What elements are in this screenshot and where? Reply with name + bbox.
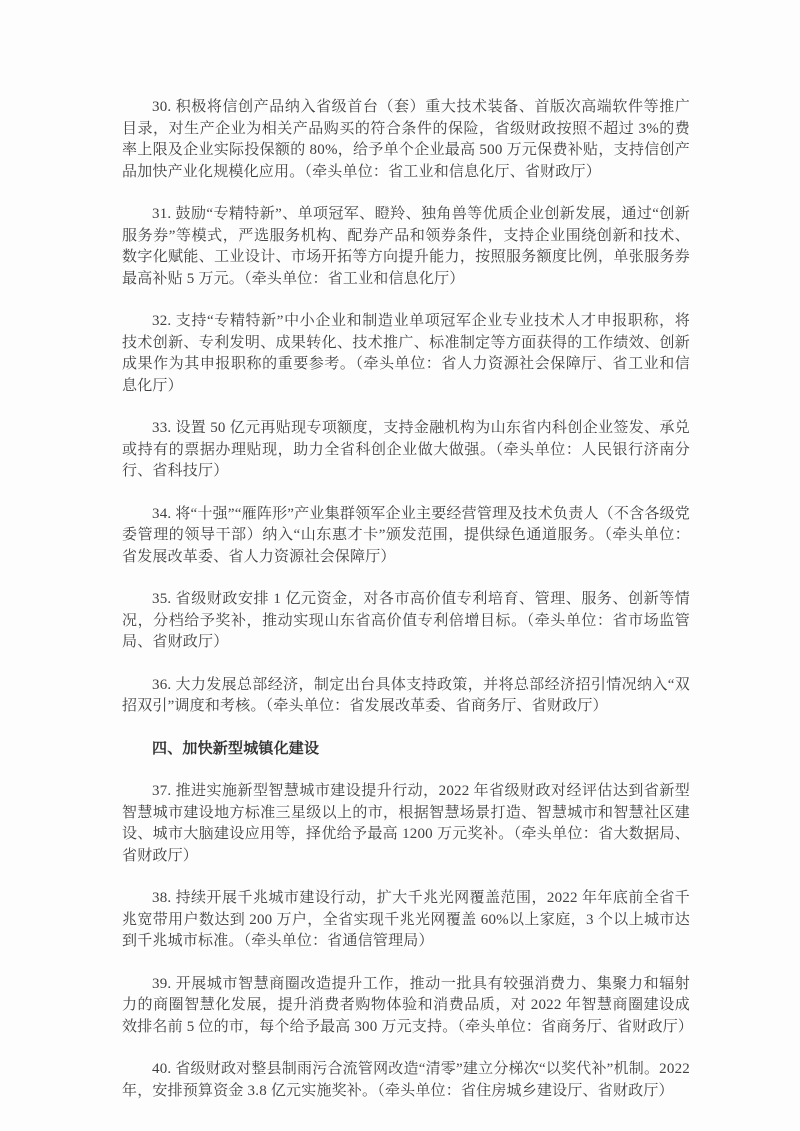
paragraph-37: 37. 推进实施新型智慧城市建设提升行动，2022 年省级财政对经评估达到省新型智慧城市建设地方标准三星级以上的市，根据智慧场景打造、智慧城市和智慧社区建设、城市大脑建设应用等，择优给予最高 1200 万元奖补。（牵头单位：省大数据局、省财政厅）	[122, 783, 690, 864]
paragraph-35: 35. 省级财政安排 1 亿元资金，对各市高价值专利培育、管理、服务、创新等情况，分档给予奖补，推动实现山东省高价值专利倍增目标。（牵头单位：省市场监管局、省财政厅）	[122, 591, 690, 650]
paragraph-32: 32. 支持“专精特新”中小企业和制造业单项冠军企业专业技术人才申报职称，将技术创新、专利发明、成果转化、技术推广、标准制定等方面获得的工作绩效、创新成果作为其申报职称的重要参考。（牵头单位：省人力资源社会保障厅、省工业和信息化厅）	[122, 313, 690, 394]
section-heading-4: 四、加快新型城镇化建设	[152, 740, 320, 757]
paragraph-30: 30. 积极将信创产品纳入省级首台（套）重大技术装备、首版次高端软件等推广目录，对生产企业为相关产品购买的符合条件的保险，省级财政按照不超过 3%的费率上限及企业实际投保额的 80%，给予单个企业最高 500 万元保费补贴，支持信创产品加快产业化规模化应用。（牵头单位：省工业和信息化厅、省财政厅）	[122, 99, 690, 180]
paragraph-39: 39. 开展城市智慧商圈改造提升工作，推动一批具有较强消费力、集聚力和辐射力的商圈智慧化发展，提升消费者购物体验和消费品质，对 2022 年智慧商圈建设成效排名前 5 位的市，每个给予最高 300 万元支持。（牵头单位：省商务厅、省财政厅）	[122, 975, 694, 1035]
paragraph-40: 40. 省级财政对整县制雨污合流管网改造“清零”建立分梯次“以奖代补”机制。2022年，安排预算资金 3.8 亿元实施奖补。（牵头单位：省住房城乡建设厅、省财政厅）	[122, 1061, 690, 1099]
paragraph-31: 31. 鼓励“专精特新”、单项冠军、瞪羚、独角兽等优质企业创新发展，通过“创新服务券”等模式，严选服务机构、配券产品和领券条件，支持企业围绕创新和技术、数字化赋能、工业设计、市场开拓等方向提升能力，按照服务额度比例，单张服务券最高补贴 5 万元。（牵头单位：省工业和信息化厅）	[122, 206, 690, 287]
paragraph-36: 36. 大力发展总部经济，制定出台具体支持政策，并将总部经济招引情况纳入“双招双引”调度和考核。（牵头单位：省发展改革委、省商务厅、省财政厅）	[122, 676, 690, 714]
paragraph-33: 33. 设置 50 亿元再贴现专项额度，支持金融机构为山东省内科创企业签发、承兑或持有的票据办理贴现，助力全省科创企业做大做强。（牵头单位：人民银行济南分行、省科技厅）	[122, 420, 690, 479]
paragraph-34: 34. 将“十强”“雁阵形”产业集群领军企业主要经营管理及技术负责人（不含各级党委管理的领导干部）纳入“山东惠才卡”颁发范围，提供绿色通道服务。（牵头单位：省发展改革委、省人力资源社会保障厅）	[122, 505, 690, 565]
paragraph-38: 38. 持续开展千兆城市建设行动，扩大千兆光网覆盖范围，2022 年年底前全省千兆宽带用户数达到 200 万户，全省实现千兆光网覆盖 60%以上家庭，3 个以上城市达到千兆城市标准。（牵头单位：省通信管理局）	[122, 890, 690, 949]
